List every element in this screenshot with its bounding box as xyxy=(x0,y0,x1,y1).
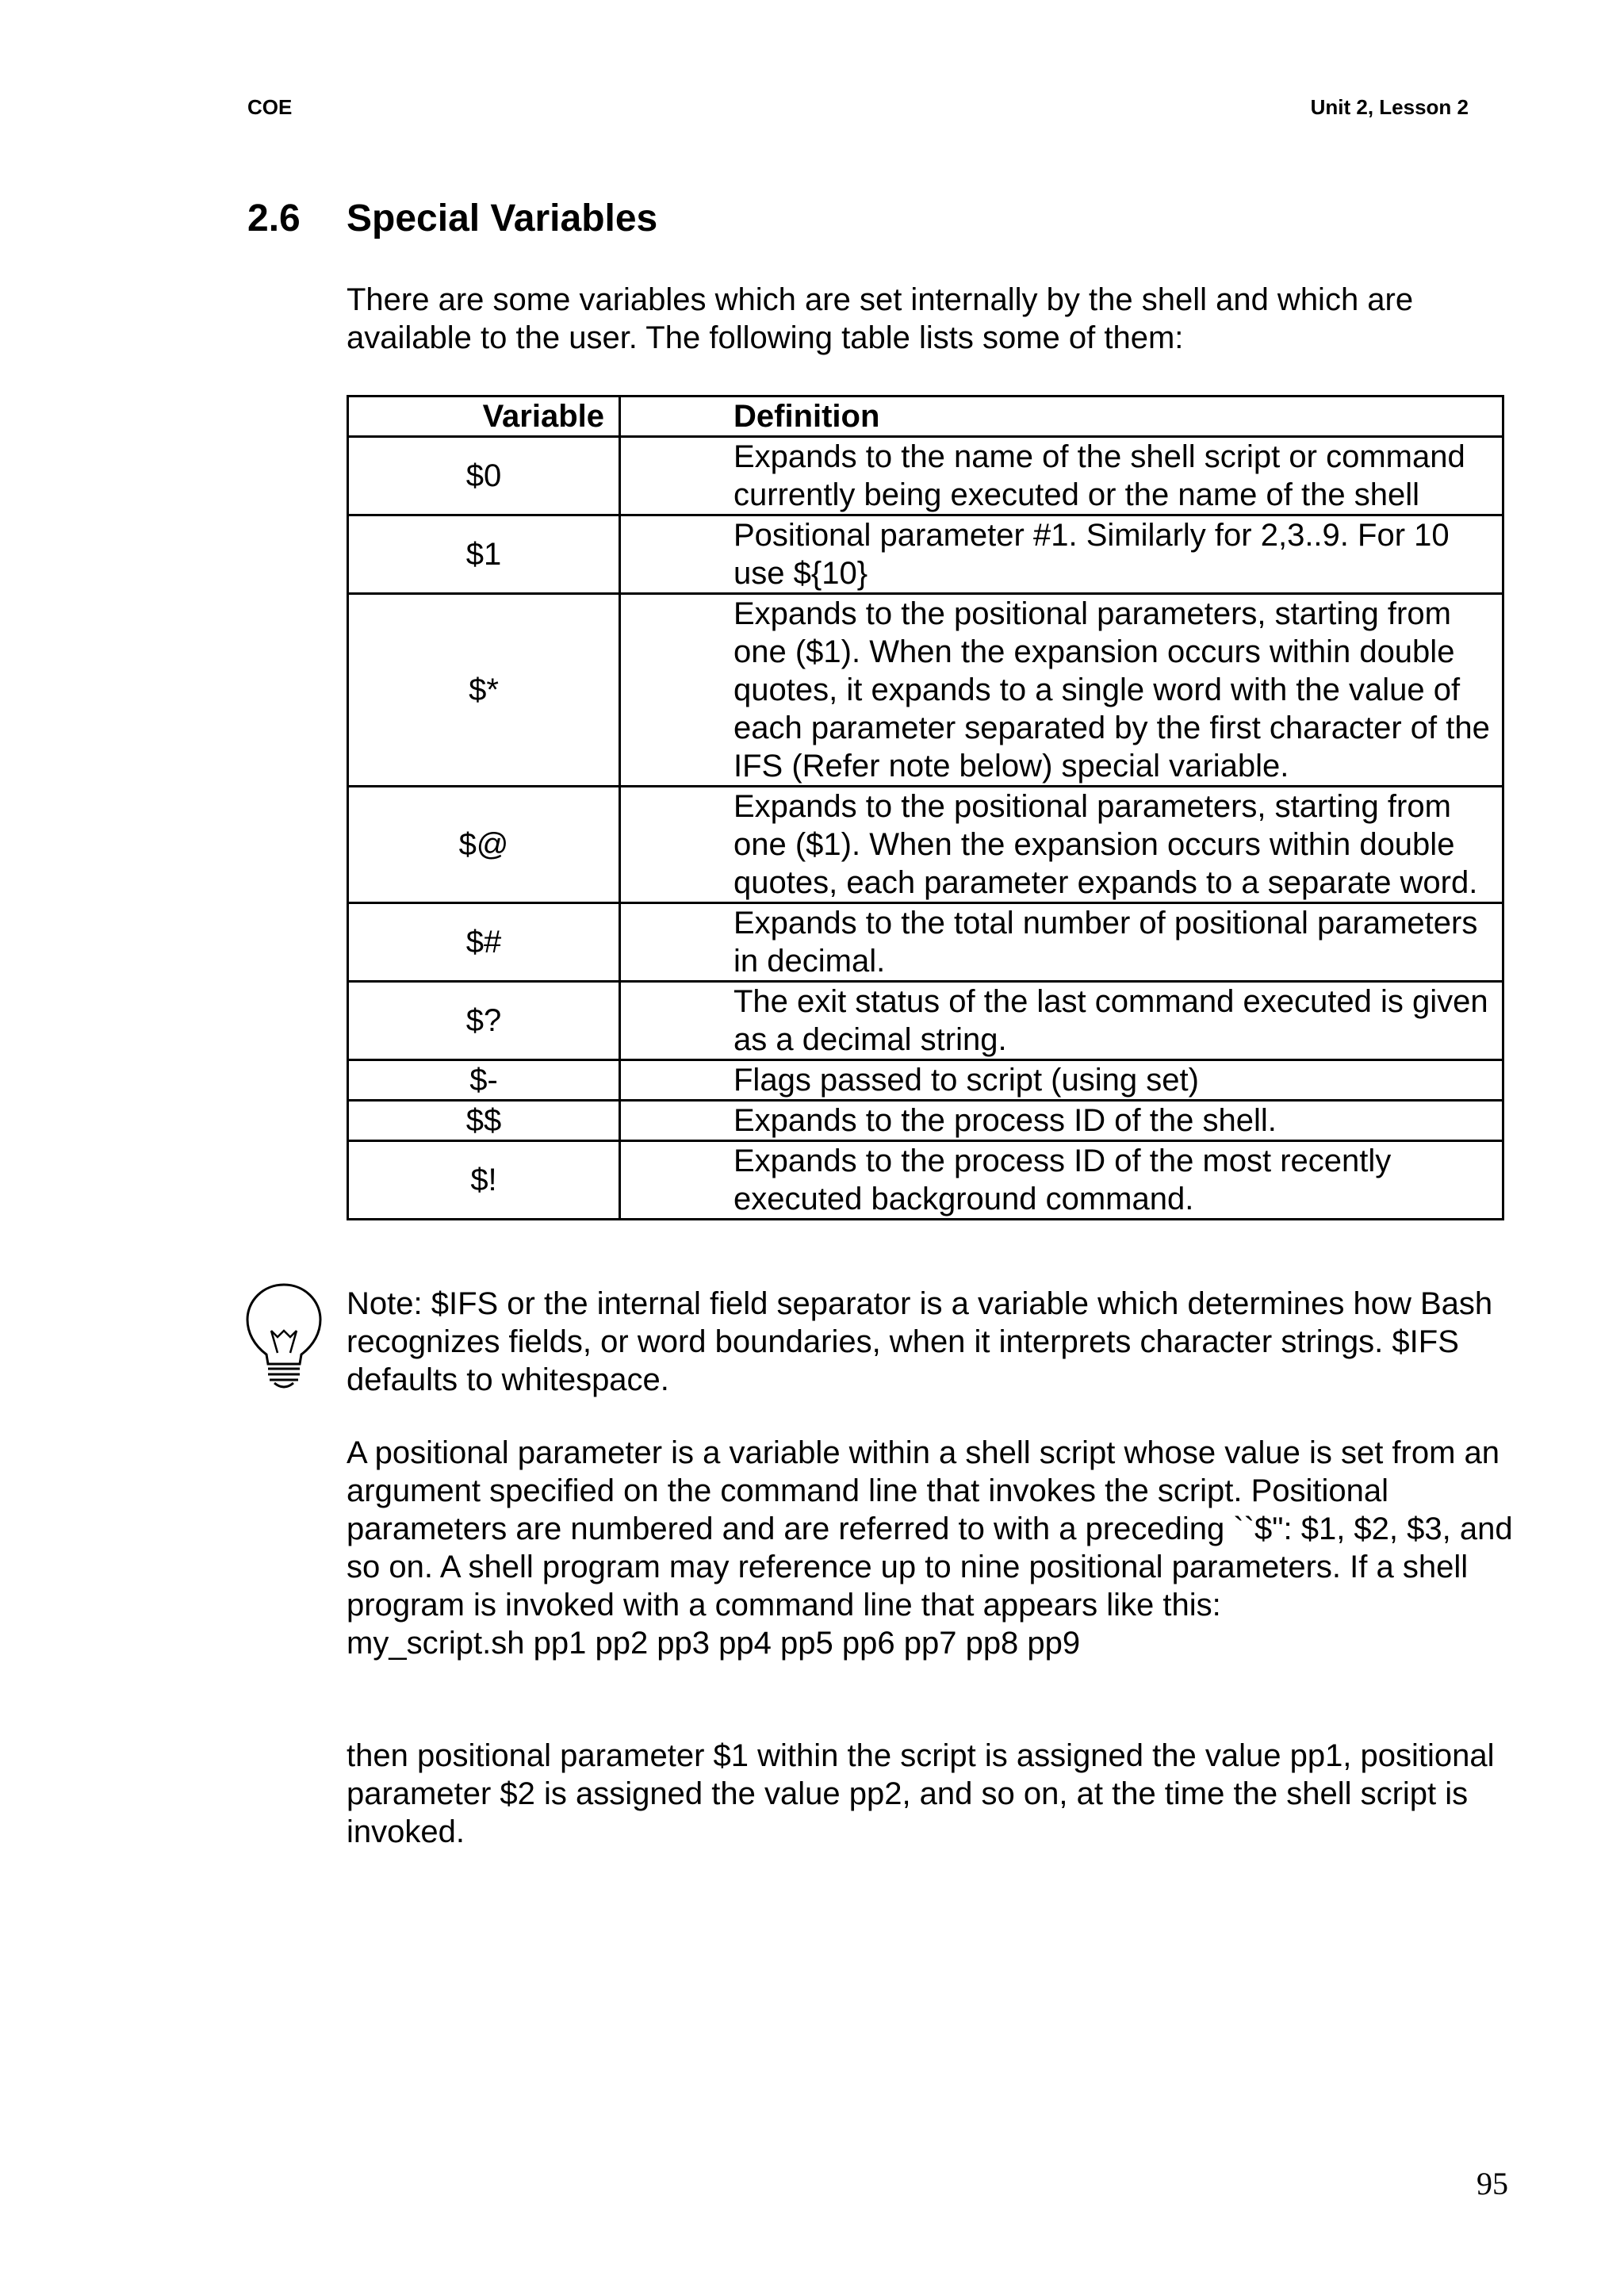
table-row xyxy=(348,1101,1503,1141)
column-header-definition: Definition xyxy=(620,397,1503,437)
variable-cell: $@ xyxy=(348,787,620,903)
variable-cell: $- xyxy=(348,1060,620,1101)
table-row xyxy=(348,982,1503,1060)
section-number: 2.6 xyxy=(247,197,301,239)
page-number: 95 xyxy=(1477,2166,1508,2201)
variable-cell: $? xyxy=(348,982,620,1060)
definition-cell: The exit status of the last command executed is given as a decimal string. xyxy=(620,982,1503,1060)
lightbulb-icon xyxy=(244,1282,324,1393)
special-variables-table xyxy=(347,395,1504,1220)
note-paragraph: Note: $IFS or the internal field separator is a variable which determines how Bash recognizes fields, or word boundaries, when it interprets character strings. $IFS defaults to whitespace. xyxy=(347,1286,1493,1397)
definition-cell: Expands to the process ID of the shell. xyxy=(620,1101,1503,1141)
section-title: Special Variables xyxy=(347,197,658,239)
definition-cell: Expands to the process ID of the most recently executed background command. xyxy=(620,1141,1503,1220)
positional-paragraph: A positional parameter is a variable within a shell script whose value is set from an argument specified on the command line that invokes the script. Positional parameters are numbered and are referred to with a preceding ``$": $1, $2, $3, and so on. A shell program may reference up to nine positional parameters. If a shell program is invoked with a command line that appears like this: xyxy=(347,1435,1513,1623)
variable-cell: $# xyxy=(348,903,620,982)
definition-cell: Expands to the total number of positional parameters in decimal. xyxy=(620,903,1503,982)
variable-cell: $! xyxy=(348,1141,620,1220)
definition-cell: Expands to the positional parameters, starting from one ($1). When the expansion occurs within double quotes, each parameter expands to a separate word. xyxy=(620,787,1503,903)
table-row xyxy=(348,437,1503,515)
definition-cell: Positional parameter #1. Similarly for 2,3..9. For 10 use ${10} xyxy=(620,515,1503,594)
variable-cell: $1 xyxy=(348,515,620,594)
table-row xyxy=(348,1060,1503,1101)
table-row xyxy=(348,787,1503,903)
definition-cell: Expands to the positional parameters, starting from one ($1). When the expansion occurs within double quotes, it expands to a single word with the value of each parameter separated by the first character of the IFS (Refer note below) special variable. xyxy=(620,594,1503,787)
variable-cell: $0 xyxy=(348,437,620,515)
table-header-row xyxy=(348,397,1503,437)
table-row xyxy=(348,1141,1503,1220)
conclusion-paragraph: then positional parameter $1 within the script is assigned the value pp1, positional parameter $2 is assigned the value pp2, and so on, at the time the shell script is invoked. xyxy=(347,1738,1495,1849)
column-header-variable: Variable xyxy=(348,397,620,437)
table-row xyxy=(348,903,1503,982)
command-example: my_script.sh pp1 pp2 pp3 pp4 pp5 pp6 pp7 pp8 pp9 xyxy=(347,1626,1081,1661)
definition-cell: Flags passed to script (using set) xyxy=(620,1060,1503,1101)
definition-cell: Expands to the name of the shell script or command currently being executed or the name of the shell xyxy=(620,437,1503,515)
variable-cell: $* xyxy=(348,594,620,787)
header-right: Unit 2, Lesson 2 xyxy=(1310,95,1469,119)
variable-cell: $$ xyxy=(348,1101,620,1141)
table-row xyxy=(348,594,1503,787)
intro-paragraph: There are some variables which are set internally by the shell and which are available to the user. The following table lists some of them: xyxy=(347,282,1414,355)
table-row xyxy=(348,515,1503,594)
header-left: COE xyxy=(247,95,293,119)
positional-parameter-section xyxy=(347,1434,1520,1662)
